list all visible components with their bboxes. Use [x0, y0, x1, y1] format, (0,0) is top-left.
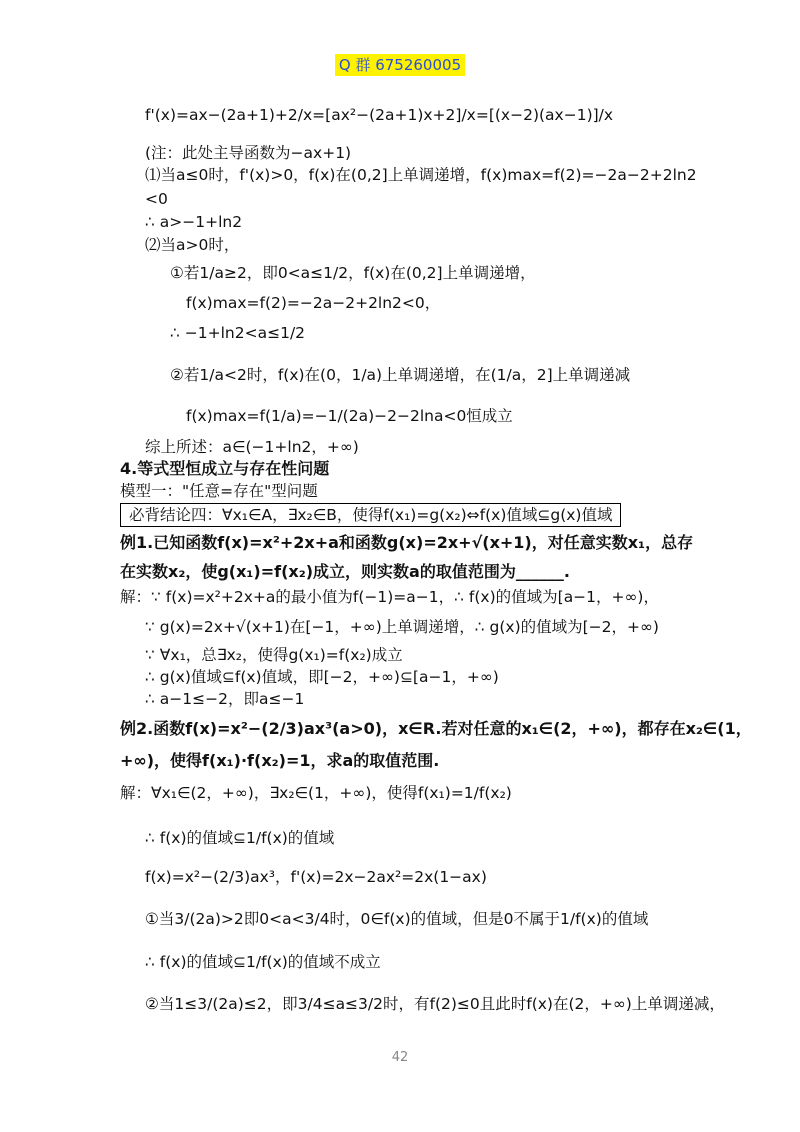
page-number: 42	[391, 1050, 409, 1065]
text-line: ∵ g(x)=2x+√(x+1)在[−1，+∞)上单调递增，∴ g(x)的值域为[−2，+∞)	[145, 618, 659, 636]
text-line: ∵ ∀x₁，总∃x₂，使得g(x₁)=f(x₂)成立	[145, 646, 403, 664]
text-line: 例2.函数f(x)=x²−(2/3)ax³(a>0)，x∈R.若对任意的x₁∈(2，+∞)，都存在x₂∈(1，	[120, 719, 752, 738]
text-line: ⑵当a>0时，	[145, 236, 240, 254]
text-line: ∴ −1+ln2<a≤1/2	[170, 324, 306, 342]
text-line: ②若1/a<2时，f(x)在(0，1/a)上单调递增，在(1/a，2]上单调递减	[170, 366, 631, 384]
text-line: ∴ a>−1+ln2	[145, 213, 243, 231]
text-line: f(x)=x²−(2/3)ax³，f'(x)=2x−2ax²=2x(1−ax)	[145, 868, 487, 886]
text-line: ⑴当a≤0时，f'(x)>0，f(x)在(0,2]上单调递增，f(x)max=f(2)=−2a−2+2ln2	[145, 166, 697, 184]
text-line: ①当3/(2a)>2即0<a<3/4时，0∈f(x)的值域，但是0不属于1/f(x)的值域	[145, 910, 649, 928]
text-line: ∴ g(x)值域⊆f(x)值域，即[−2，+∞)⊆[a−1，+∞)	[145, 668, 499, 686]
text-line: 综上所述：a∈(−1+ln2，+∞)	[145, 438, 359, 456]
text-line: f'(x)=ax−(2a+1)+2/x=[ax²−(2a+1)x+2]/x=[(x−2)(ax−1)]/x	[145, 106, 614, 124]
text-line: ∴ f(x)的值域⊆1/f(x)的值域不成立	[145, 953, 381, 971]
text-line: +∞)，使得f(x₁)·f(x₂)=1，求a的取值范围.	[120, 751, 440, 770]
watermark: Q 群 675260005	[0, 54, 800, 75]
text-line: 解：∵ f(x)=x²+2x+a的最小值为f(−1)=a−1，∴ f(x)的值域为[a−1，+∞)，	[120, 588, 659, 606]
text-line: ②当1≤3/(2a)≤2，即3/4≤a≤3/2时，有f(2)≤0且此时f(x)在(2，+∞)上单调递减，	[145, 995, 725, 1013]
text-line: (注：此处主导函数为−ax+1)	[145, 144, 352, 162]
text-line: 必背结论四：∀x₁∈A，∃x₂∈B，使得f(x₁)=g(x₂)⇔f(x)值域⊆g(x)值域	[120, 503, 621, 527]
text-line: ∴ f(x)的值域⊆1/f(x)的值域	[145, 829, 335, 847]
text-line: ∴ a−1≤−2，即a≤−1	[145, 690, 305, 708]
text-line: 在实数x₂，使g(x₁)=f(x₂)成立，则实数a的取值范围为______.	[120, 562, 570, 581]
text-line: 解：∀x₁∈(2，+∞)，∃x₂∈(1，+∞)，使得f(x₁)=1/f(x₂)	[120, 784, 512, 802]
text-line: 例1.已知函数f(x)=x²+2x+a和函数g(x)=2x+√(x+1)，对任意实数x₁，总存	[120, 533, 694, 552]
text-line: 模型一："任意=存在"型问题	[120, 482, 318, 500]
text-line: 4.等式型恒成立与存在性问题	[120, 459, 330, 478]
text-line: f(x)max=f(2)=−2a−2+2ln2<0，	[186, 294, 441, 312]
text-line: f(x)max=f(1/a)=−1/(2a)−2−2lna<0恒成立	[186, 407, 513, 425]
text-line: ①若1/a≥2，即0<a≤1/2，f(x)在(0,2]上单调递增，	[170, 264, 536, 282]
text-line: <0	[145, 190, 168, 208]
